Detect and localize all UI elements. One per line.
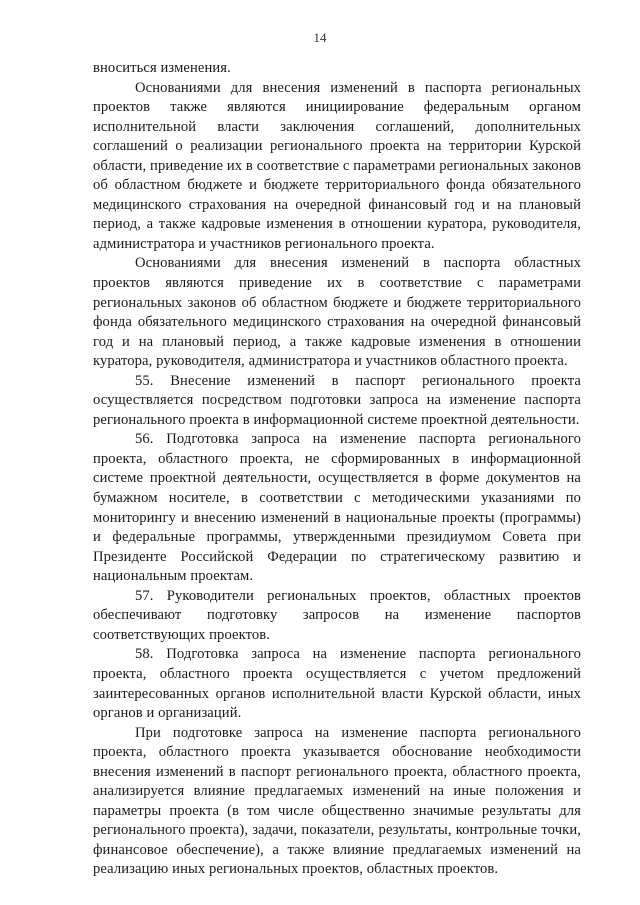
page-number: 14	[313, 30, 327, 45]
document-body	[93, 59, 581, 880]
paragraph-item-57: 57. Руководители региональных проектов, областных проектов обеспечивают подготовку запросов на изменение паспортов соответствующих проектов.	[93, 587, 581, 643]
paragraph-regional-grounds: Основаниями для внесения изменений в паспорта региональных проектов также являются инициирование федеральным органом исполнительной власти заключения соглашений, дополнительных соглашений о реализации регионального проекта на территории Курской области, приведение их в соответствие с параметрами региональных законов об областном бюджете и бюджете территориального фонда обязательного медицинского страхования на очередной финансовый год и на плановый период, а также кадровые изменения в отношении куратора, руководителя, администратора и участников регионального проекта.	[93, 79, 581, 252]
paragraph-continuation: вноситься изменения.	[93, 60, 231, 76]
paragraph-oblast-grounds: Основаниями для внесения изменений в паспорта областных проектов являются приведение их в соответствие с параметрами региональных законов об областном бюджете и бюджете территориального фонда обязательного медицинского страхования на очередной финансовый год и на плановый период, а также кадровые изменения в отношении куратора, руководителя, администратора и участников областного проекта.	[93, 255, 581, 370]
paragraph-request-justification: При подготовке запроса на изменение паспорта регионального проекта, областного проекта указывается обоснование необходимости внесения изменений в паспорт регионального проекта, областного проекта, анализируется влияние предлагаемых изменений на иные положения и параметры проекта (в том числе общественно значимые результаты для регионального проекта), задачи, показатели, результаты, контрольные точки, финансовое обеспечение), а также влияние предлагаемых изменений на реализацию иных региональных проектов, областных проектов.	[93, 724, 581, 878]
paragraph-item-56: 56. Подготовка запроса на изменение паспорта регионального проекта, областного проекта, не сформированных в информационной системе проектной деятельности, осуществляется в форме документов на бумажном носителе, в соответствии с методическими указаниями по мониторингу и внесению изменений в национальные проекты (программы) и федеральные программы, утвержденными президиумом Совета при Президенте Российской Федерации по стратегическому развитию и национальным проектам.	[93, 431, 581, 585]
paragraph-item-55: 55. Внесение изменений в паспорт регионального проекта осуществляется посредством подготовки запроса на изменение паспорта регионального проекта в информационной системе проектной деятельности.	[93, 372, 581, 428]
paragraph-item-58: 58. Подготовка запроса на изменение паспорта регионального проекта, областного проекта осуществляется с учетом предложений заинтересованных органов исполнительной власти Курской области, иных органов и организаций.	[93, 646, 581, 722]
